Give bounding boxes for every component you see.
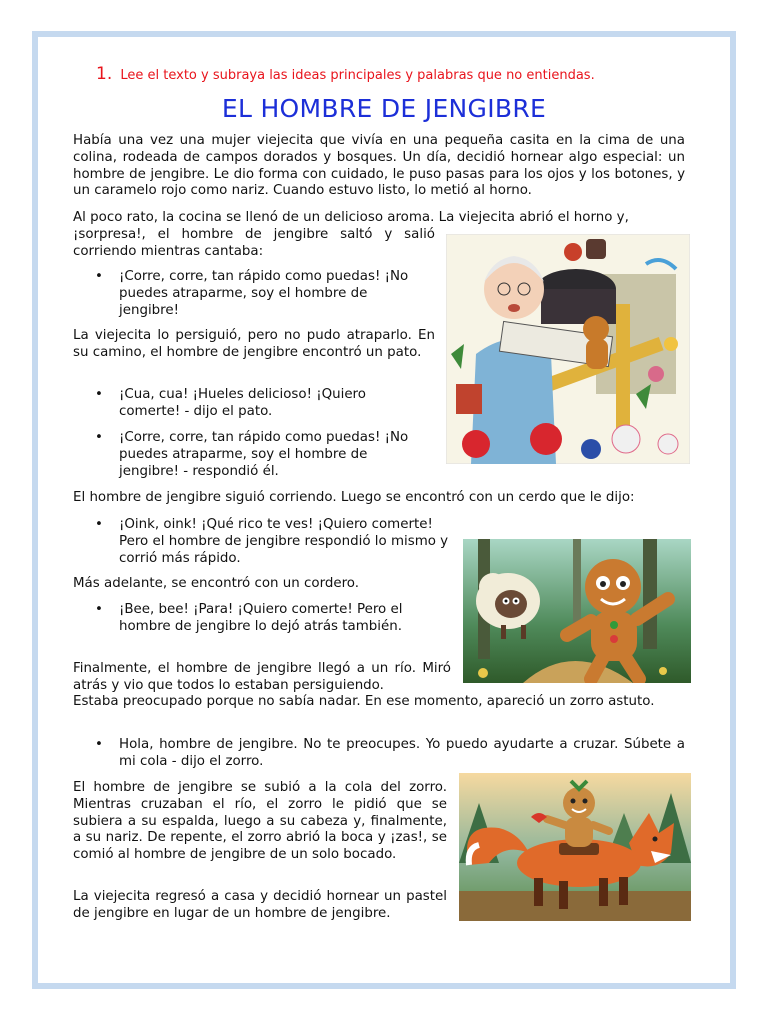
bullet-song-1: [95, 269, 429, 319]
bullet-text: ¡Corre, corre, tan rápido como puedas! ¡No puedes atraparme, soy el hombre de jengibre! - respondió él.: [119, 430, 409, 479]
paragraph-river: Finalmente, el hombre de jengibre llegó a un río. Miró atrás y vio que todos lo estaban persiguiendo.: [73, 661, 451, 693]
paragraph-chase: La viejecita lo persiguió, pero no pudo atraparlo. En su camino, el hombre de jengibre encontró un pato.: [73, 328, 435, 360]
bullet-dot: •: [95, 387, 103, 402]
bullet-text: ¡Corre, corre, tan rápido como puedas! ¡No puedes atraparme, soy el hombre de jengibre!: [119, 269, 409, 318]
bullet-dot: •: [95, 269, 103, 284]
bullet-dot: •: [95, 602, 103, 617]
bullet-text: Hola, hombre de jengibre. No te preocupes. Yo puedo ayudarte a cruzar. Súbete a mi cola - dijo el zorro.: [119, 737, 685, 769]
bullet-pig: [95, 517, 454, 567]
bullet-text: ¡Cua, cua! ¡Hueles delicioso! ¡Quiero comerte! - dijo el pato.: [119, 387, 366, 419]
paragraph-intro: Había una vez una mujer viejecita que vivía en una pequeña casita en la cima de una colina, rodeada de campos dorados y bosques. Un día, decidió hornear algo especial: un hombre de jengibre. Le dio forma con cuidado, le puso pasas para los ojos y los botones, y un caramelo rojo como nariz. Cuando estuvo listo, lo metió al horno.: [73, 133, 685, 199]
paragraph-fox-appears: Estaba preocupado porque no sabía nadar. En ese momento, apareció un zorro astuto.: [73, 694, 655, 709]
bullet-song-2: [95, 430, 429, 480]
illustration-old-woman-oven: [446, 234, 690, 464]
illustration-lamb-gingerbread: [463, 539, 691, 683]
instruction-text: Lee el texto y subraya las ideas principales y palabras que no entiendas.: [120, 68, 595, 83]
instruction-number: 1.: [96, 64, 113, 84]
paragraph-ending: La viejecita regresó a casa y decidió hornear un pastel de jengibre en lugar de un hombre de jengibre.: [73, 889, 447, 921]
instruction: [96, 64, 595, 84]
paragraph-oven-open: Al poco rato, la cocina se llenó de un delicioso aroma. La viejecita abrió el horno y,: [73, 210, 629, 225]
bullet-dot: •: [95, 517, 103, 532]
bullet-text: ¡Oink, oink! ¡Qué rico te ves! ¡Quiero comerte! Pero el hombre de jengibre respondió lo mismo y corrió más rápido.: [119, 517, 449, 566]
illustration-fox-gingerbread: [459, 773, 691, 921]
paragraph-fox-eats: El hombre de jengibre se subió a la cola del zorro. Mientras cruzaban el río, el zorro le pidió que se subiera a su espalda, luego a su cabeza y, finalmente, a su nariz. De repente, el zorro abrió la boca y ¡zas!, se comió al hombre de jengibre de un solo bocado.: [73, 780, 447, 863]
bullet-fox: [95, 737, 685, 771]
paragraph-pig: El hombre de jengibre siguió corriendo. Luego se encontró con un cerdo que le dijo:: [73, 490, 635, 505]
paragraph-surprise: ¡sorpresa!, el hombre de jengibre saltó y salió corriendo mientras cantaba:: [73, 227, 435, 259]
story-title: EL HOMBRE DE JENGIBRE: [221, 94, 547, 123]
bullet-lamb: [95, 602, 419, 636]
bullet-duck: [95, 387, 419, 421]
bullet-dot: •: [95, 430, 103, 445]
bullet-text: ¡Bee, bee! ¡Para! ¡Quiero comerte! Pero el hombre de jengibre lo dejó atrás también.: [119, 602, 403, 634]
bullet-dot: •: [95, 737, 103, 752]
paragraph-lamb: Más adelante, se encontró con un cordero.: [73, 576, 360, 591]
